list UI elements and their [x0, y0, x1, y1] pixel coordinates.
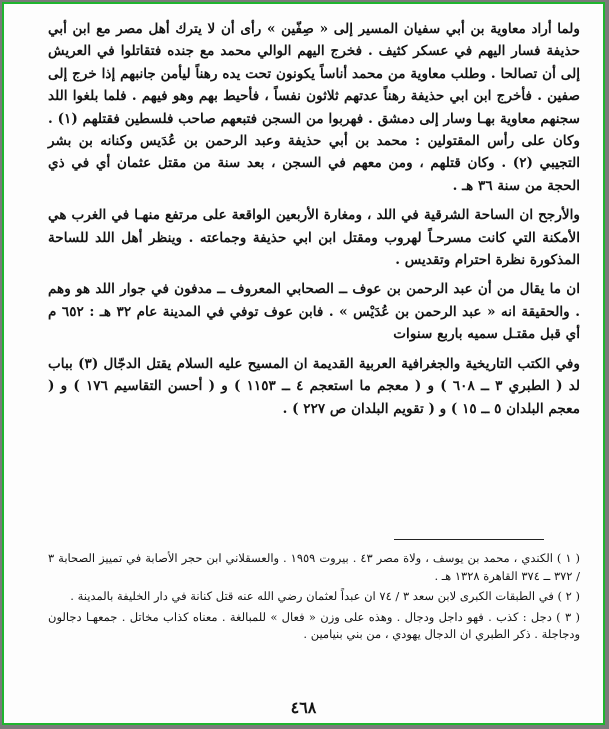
- main-text: [48, 18, 580, 427]
- footnote-divider: [394, 539, 544, 540]
- document-page: [2, 2, 605, 725]
- paragraph: وفي الكتب التاريخية والجغرافية العربية القديمة ان المسيح عليه السلام يقتل الدجّال (٣) بباب لد ( الطبري ٣ ــ ٦٠٨ ) و ( معجم ما استعجم ٤ ــ ١١٥٣ ) و ( أحسن التقاسيم ١٧٦ ) و ( معجم البلدان ٥ ــ ١٥ ) و ( تقويم البلدان ص ٢٢٧ ) .: [48, 355, 580, 417]
- page-number: ٤٦٨: [290, 698, 317, 717]
- paragraph: ولما أراد معاوية بن أبي سفيان المسير إلى « صِفّين » رأى أن لا يترك أهل مصر مع ابن أبي حذيفة فسار اليهم في عسكر كثيف . فخرج اليهم الوالي محمد مع جنده فتقاتلوا في العريش إلى أن تصالحا . وطلب معاوية من محمد أناساً يكونون تحت يده رهناً ليأمن جانبهم إذا خرج إلى صفين . فأخرج ابن ابي حذيفة رهناً عدتهم ثلاثون نفساً ، فأحيط بهم وهو فيهم . فلما بلغوا اللد سجنهم معاوية بهـا وسار إلى دمشق . فهربوا من السجن فتبعهم صاحب فلسطين فقتلهم (١) . وكان على رأس المقتولين : محمد بن أبي حذيفة وعبد الرحمن بن عُدَيس وكنانه بن بشر التجيبي (٢) . وكان قتلهم ، ومن معهم في السجن ، بعد سنة من مقتل عثمان أي في ذي الحجة من سنة ٣٦ هـ .: [48, 21, 581, 194]
- footnote: ( ٣ ) دجل : كذب . فهو داجل ودجال . وهذه على وزن « فعال » للمبالغة . معناه كذاب مخاتل . جمعهـا دجالون ودجاجلة . ذكر الطبري ان الدجال يهودي ، من بني بنيامين .: [48, 609, 580, 642]
- paragraph: ان ما يقال من أن عبد الرحمن بن عوف ــ الصحابي المعروف ــ مدفون في جوار اللد هو وهم . والحقيقة انه « عبد الرحمن بن عُدَيْس » . فابن عوف توفي في المدينة عام ٣٢ هـ : ٦٥٢ م أي قبل مقتـل سميه باربع سنوات: [48, 281, 580, 343]
- footnotes: [48, 550, 580, 647]
- footnote: ( ٢ ) في الطبقات الكبرى لابن سعد ٣ / ٧٤ ان عبداً لعثمان رضي الله عنه قتل كنانة في دار الخليفة بالمدينة .: [70, 589, 580, 604]
- footnote: ( ١ ) الكندي ، محمد بن يوسف ، ولاة مصر ٤٣ . بيروت ١٩٥٩ . والعسقلاني ابن حجر الأصابة في تمييز الصحابة ٣ / ٣٧٢ ــ ٣٧٤ القاهرة ١٣٢٨ هـ .: [48, 551, 580, 583]
- paragraph: والأرجح ان الساحة الشرقية في اللد ، ومغارة الأربعين الواقعة على مرتفع منهـا في الغرب هي الأمكنة التي كانت مسرحـاً لهروب ومقتل ابن ابي حذيفة وجماعته . وينظر أهل اللد للساحة المذكورة نظرة احترام وتقديس .: [48, 207, 580, 269]
